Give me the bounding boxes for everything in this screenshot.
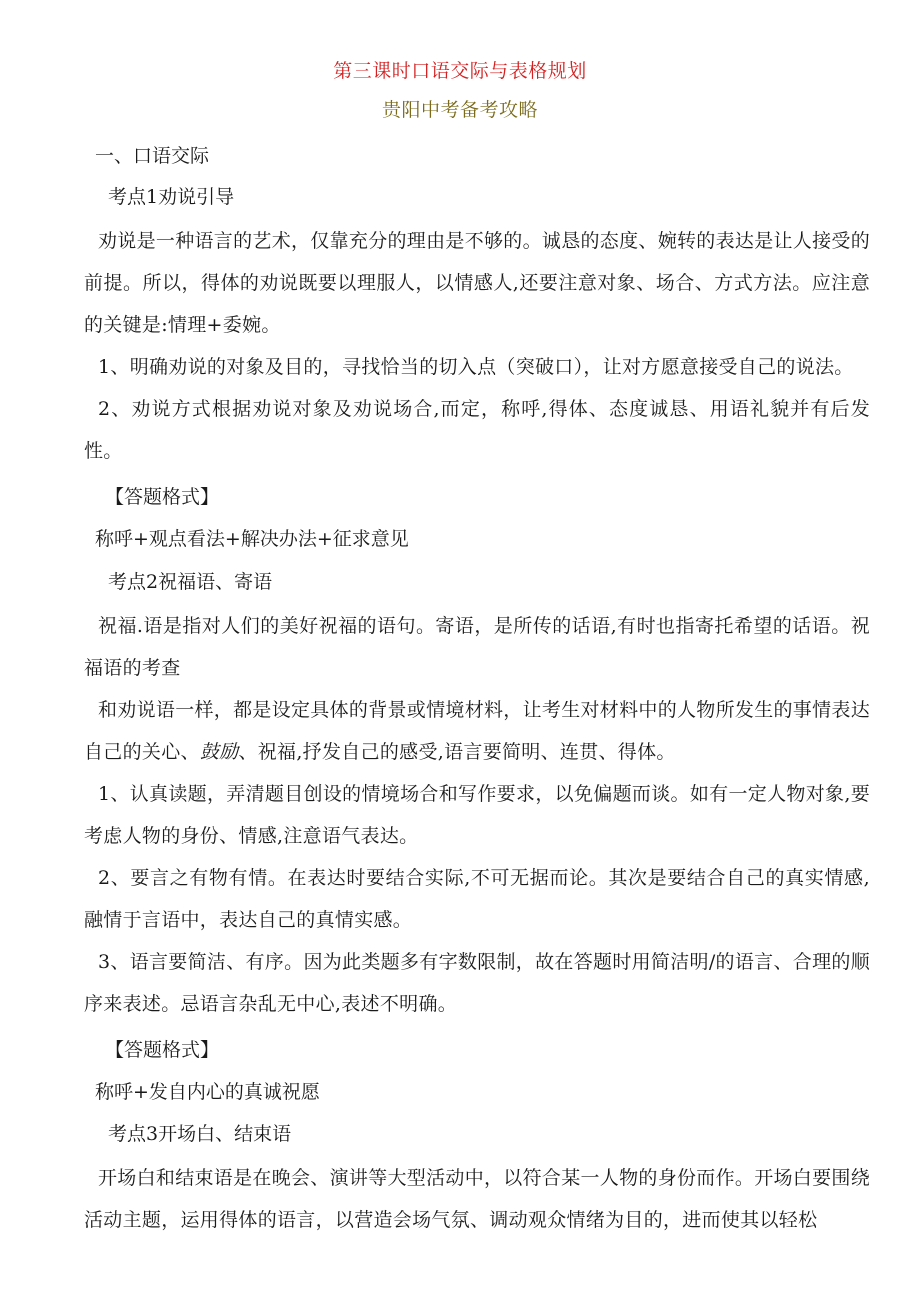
list-item-blessings-3: 3、语言要简洁、有序。因为此类题多有字数限制，故在答题时用简洁明/的语言、合理的顺序来表述。忌语言杂乱无中心,表述不明确。	[84, 951, 870, 1015]
paragraph-blessings: 祝福.语是指对人们的美好祝福的语句。寄语，是所传的话语,有时也指寄托希望的话语。祝福语的考查	[84, 615, 870, 679]
point-heading-blessings: 考点2祝福语、寄语	[108, 571, 273, 593]
paragraph-opening-closing: 开场白和结束语是在晚会、演讲等大型活动中，以符合某一人物的身份而作。开场白要围绕活动主题，运用得体的语言，以营造会场气氛、调动观众情绪为目的，进而使其以轻松	[84, 1167, 871, 1231]
list-item-blessings-2: 2、要言之有物有情。在表达时要结合实际,不可无据而论。其次是要结合自己的真实情感,融情于言语中，表达自己的真情实感。	[84, 867, 870, 931]
answer-format-label-2: 【答题格式】	[105, 1039, 220, 1061]
answer-format-label-1: 【答题格式】	[105, 486, 220, 508]
document-title: 第三课时口语交际与表格规划	[333, 60, 587, 82]
answer-format-1: 称呼+观点看法+解决办法+征求意见	[95, 528, 409, 550]
paragraph-blessings-detail: 和劝说语一样，都是设定具体的背景或情境材料，让考生对材料中的人物所发生的事情表达自己的关心、鼓励、祝福,抒发自己的感受,语言要简明、连贯、得体。	[84, 699, 871, 763]
list-item-blessings-1: 1、认真读题，弄清题目创设的情境场合和写作要求，以免偏题而谈。如有一定人物对象,要考虑人物的身份、情感,注意语气表达。	[84, 783, 870, 847]
point-heading-opening-closing: 考点3开场白、结束语	[108, 1123, 292, 1145]
paragraph-persuasion: 劝说是一种语言的艺术，仅靠充分的理由是不够的。诚恳的态度、婉转的表达是让人接受的前提。所以，得体的劝说既要以理服人，以情感人,还要注意对象、场合、方式方法。应注意的关键是:情理+委婉。	[84, 230, 871, 336]
answer-format-2: 称呼+发自内心的真诚祝愿	[95, 1081, 320, 1103]
list-item-persuasion-2: 2、劝说方式根据劝说对象及劝说场合,而定，称呼,得体、态度诚恳、用语礼貌并有后发性。	[84, 398, 870, 462]
document-subtitle: 贵阳中考备考攻略	[381, 99, 538, 121]
list-item-persuasion-1: 1、明确劝说的对象及目的，寻找恰当的切入点（突破口），让对方愿意接受自己的说法。	[98, 356, 854, 378]
point-heading-persuasion: 考点1劝说引导	[108, 186, 235, 208]
section-heading-oral-communication: 一、口语交际	[95, 145, 210, 167]
